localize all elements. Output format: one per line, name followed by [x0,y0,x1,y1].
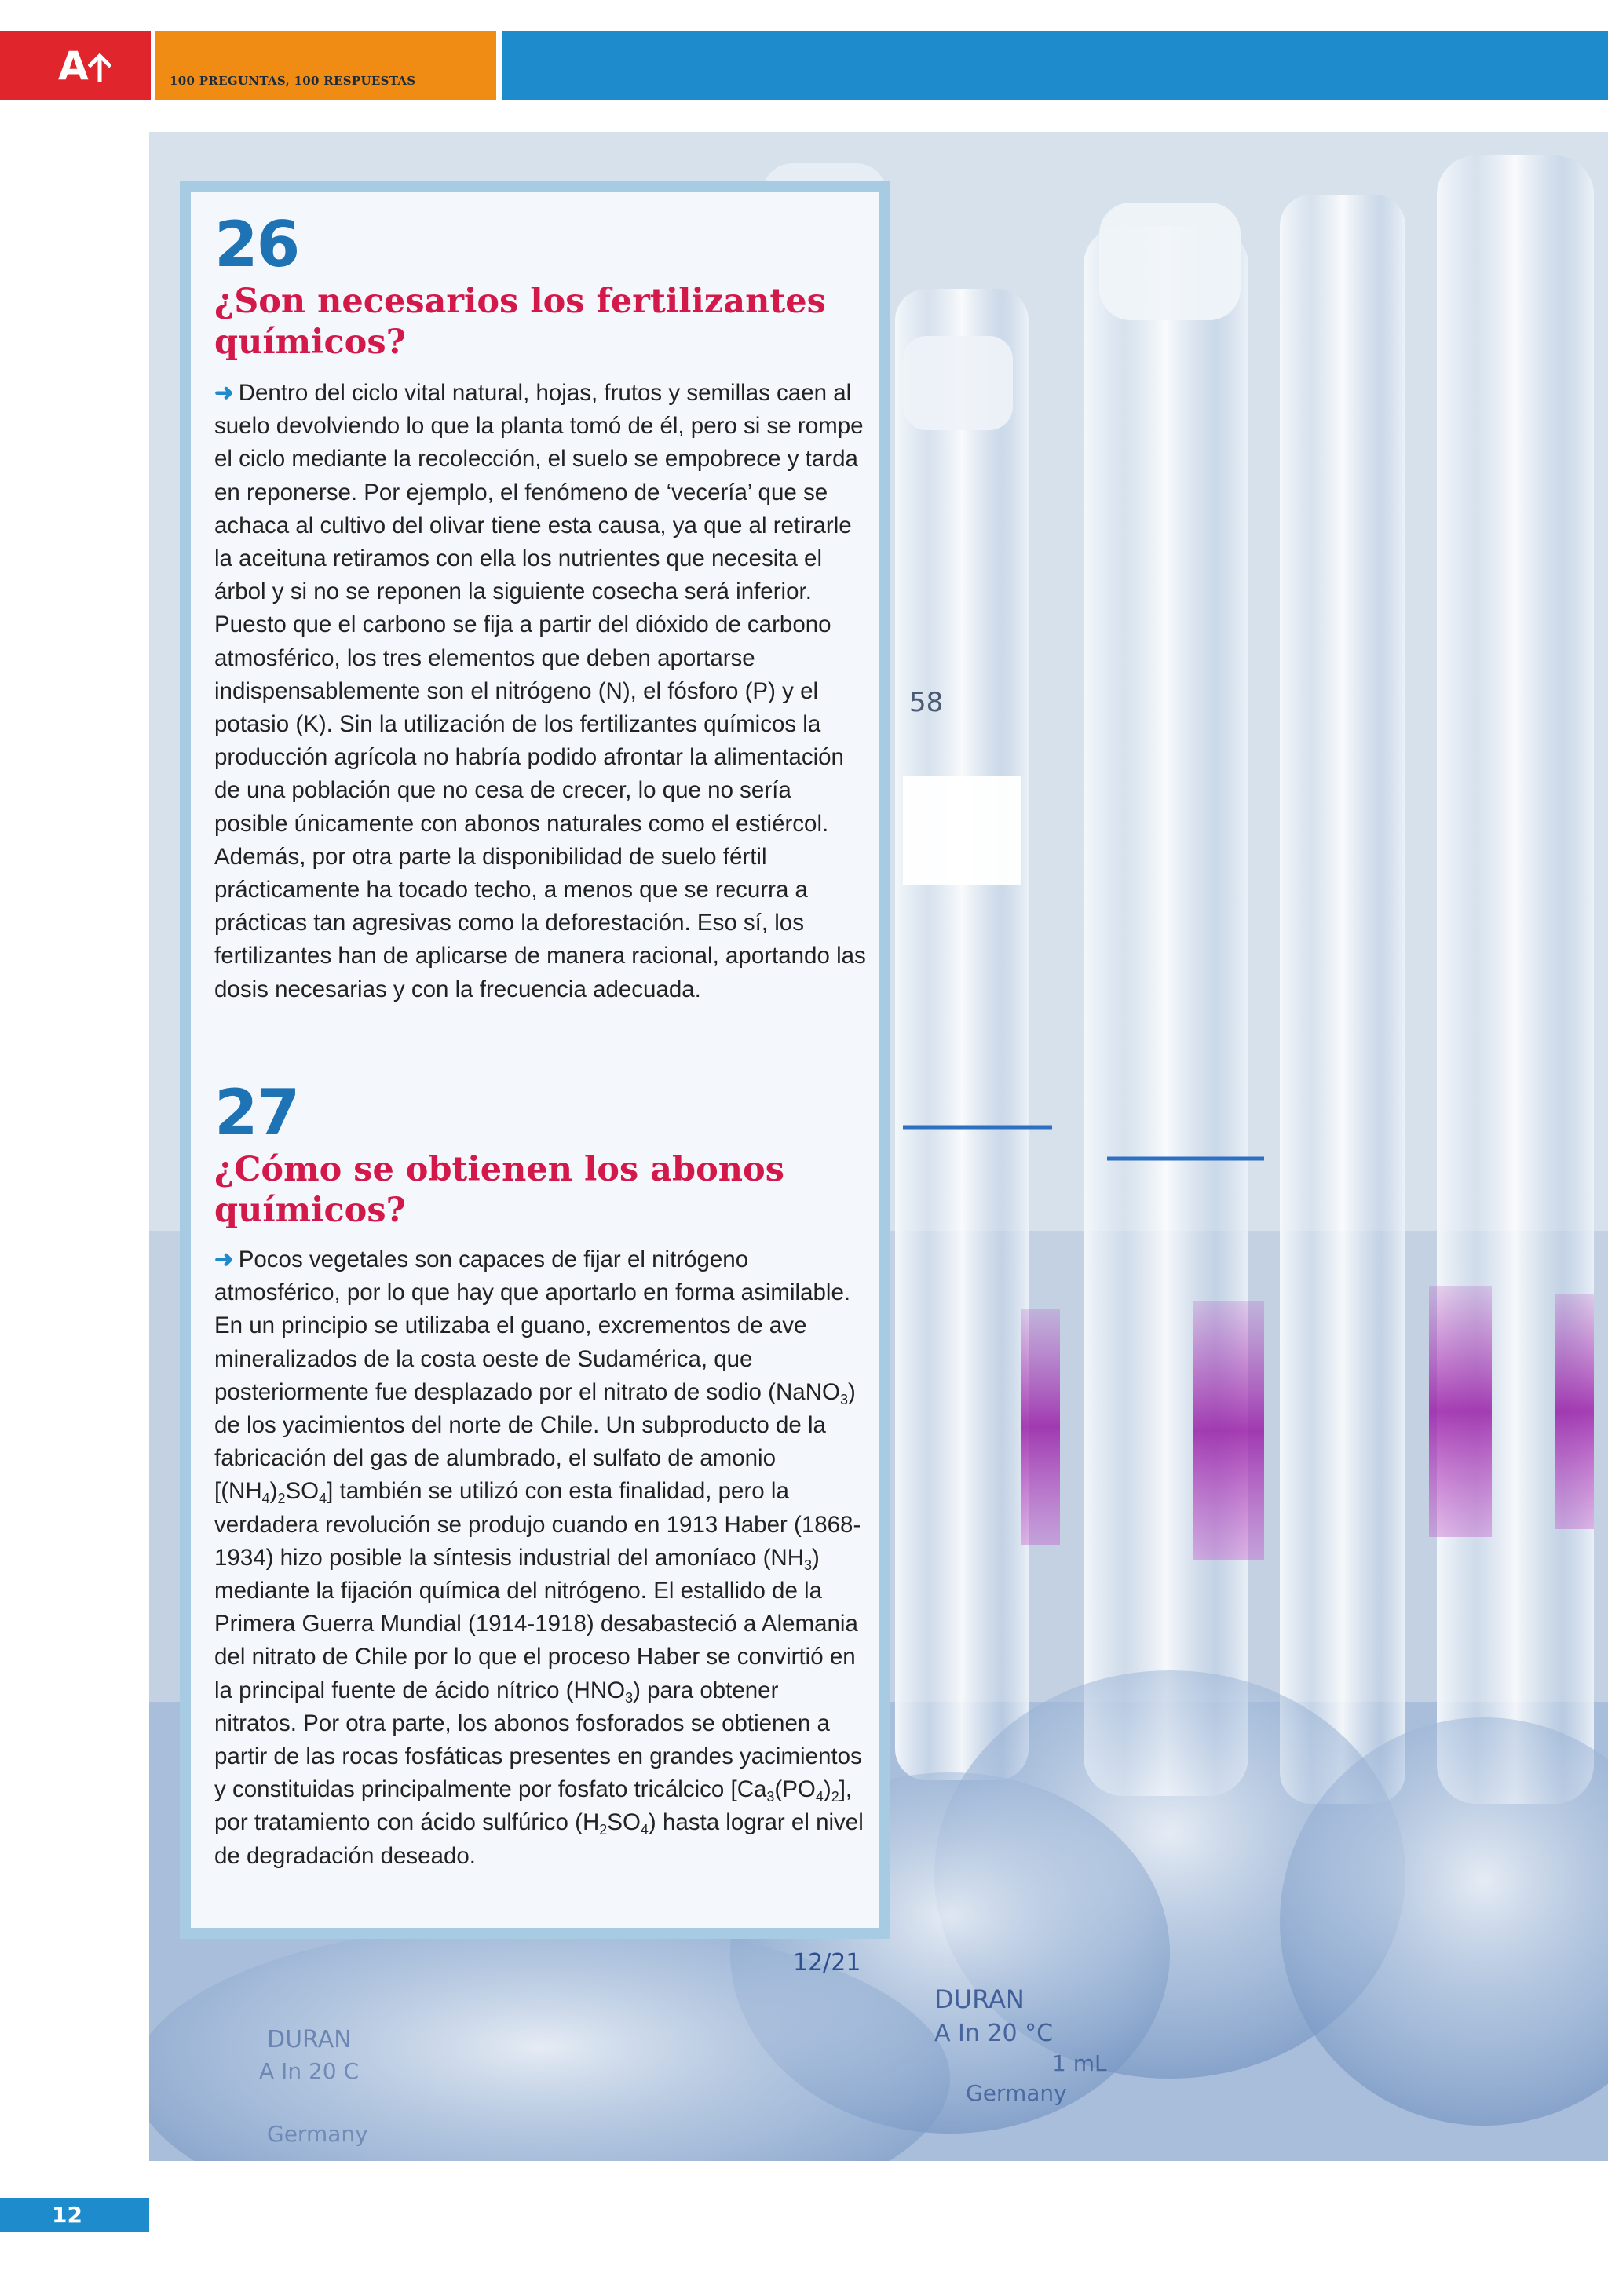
question-number: 26 [214,208,299,281]
section-label: 100 PREGUNTAS, 100 RESPUESTAS [170,74,416,88]
question-answer [214,1243,866,1873]
flask-label-brand-2: DURAN [267,2026,352,2053]
question-answer [214,377,866,1006]
question-number: 27 [214,1076,299,1149]
flask-label-temp: A In 20 °C [934,2020,1054,2047]
flask-label-brand: DURAN [934,1984,1025,2014]
qa-panel [180,181,890,1939]
page-header [0,31,1608,100]
page-number-tab [0,2198,149,2232]
answer-text: Pocos vegetales son capaces de fijar el nitrógeno atmosférico, por lo que hay que aportarlo en forma asimilable. En un principio se utilizaba el guano, excrementos de ave mineralizados de la costa oeste de Sudamérica, que posteriormente fue desplazado por el nitrato de sodio (NaNO$_3$) de los yacimientos del norte de Chile. Un subproducto de la fabricación del gas de alumbrado, el sulfato de amonio $[(NH_4)_2SO_4]$ también se utilizó con esta finalidad, pero la verdadera revolución se produjo cuando en 1913 Haber (1868-1934) hizo posible la síntesis industrial del amoníaco $(NH_3)$ mediante la fijación química del nitrógeno. El estallido de la Primera Guerra Mundial (1914-1918) desabasteció a Alemania del nitrato de Chile por lo que el proceso Haber se convirtió en la principal fuente de ácido nítrico $(HNO_3)$ para obtener nitratos. Por otra parte, los abonos fosforados se obtienen a partir de las rocas fosfáticas presentes en grandes yacimientos y constituidas principalmente por fosfato tricálcico $[Ca_3(PO_4)_2]$, por tratamiento con ácido sulfúrico $(H_2SO_4)$ hasta lograr el nivel de degradación deseado. [214,1247,864,1869]
flask-label-58: 58 [909,687,944,718]
answer-text: Dentro del ciclo vital natural, hojas, frutos y semillas caen al suelo devolviendo lo que la planta tomó de él, pero si se rompe el ciclo mediante la recolección, el suelo se empobrece y tarda en reponerse. Por ejemplo, el fenómeno de ‘vecería’ que se achaca al cultivo del olivar tiene esta causa, ya que al retirarle la aceituna retiramos con ella los nutrientes que necesita el árbol y si no se reponen la siguiente cosecha será inferior. Puesto que el carbono se fija a partir del dióxido de carbono atmosférico, los tres elementos que deben aportarse indispensablemente son el nitrógeno (N), el fósforo (P) y el potasio (K). Sin la utilización de los fertilizantes químicos la producción agrícola no habría podido afrontar la alimentación de una población que no cesa de crecer, lo que no sería posible únicamente con abonos naturales como el estiércol. Además, por otra parte la disponibilidad de suelo fértil prácticamente ha tocado techo, a menos que se recurra a prácticas tan agresivas como la deforestación. Eso sí, los fertilizantes han de aplicarse de manera racional, aportando las dosis necesarias y con la frecuencia adecuada. [214,380,866,1002]
header-bar [502,31,1608,100]
flask-label-origin-2: Germany [267,2121,368,2147]
section-tab [155,31,496,100]
logo-letter: A [58,43,88,89]
question-title: ¿Son necesarios los fertilizantes químicos? [214,282,826,362]
flask-label-temp-2: A In 20 C [259,2058,360,2084]
question-title: ¿Cómo se obtienen los abonos químicos? [214,1150,784,1230]
flask-label-volume: 1 mL [1052,2050,1107,2076]
flask-label-batch: 12/21 [793,1949,861,1977]
arrow-right-icon: ➜ [214,1247,234,1272]
up-arrow-icon [88,52,111,83]
page-number: 12 [52,2202,82,2228]
flask-label-origin: Germany [966,2080,1067,2106]
arrow-right-icon: ➜ [214,380,234,406]
logo [0,31,151,100]
